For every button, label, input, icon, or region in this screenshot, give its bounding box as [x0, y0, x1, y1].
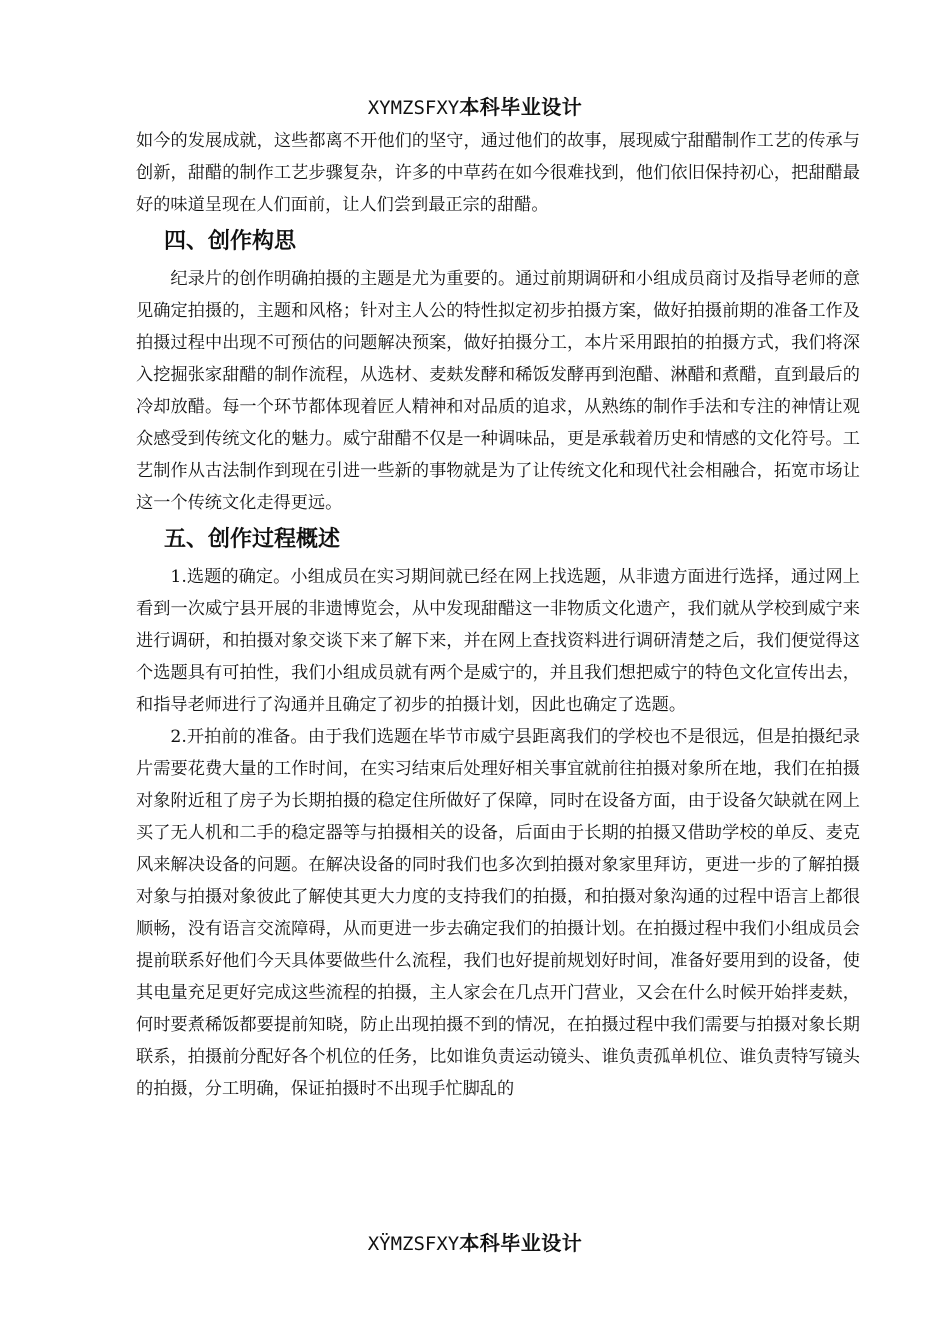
document-body [136, 125, 860, 1105]
page-footer [0, 1229, 950, 1258]
section-4-heading: 四、创作构思 [164, 229, 297, 254]
page-header [0, 93, 950, 122]
header-code: XYMZSFXY [367, 97, 460, 119]
footer-title: 本科毕业设计 [459, 1231, 583, 1255]
section-4-paragraph: 纪录片的创作明确拍摄的主题是尤为重要的。通过前期调研和小组成员商讨及指导老师的意见确定拍摄的，主题和风格；针对主人公的特性拟定初步拍摄方案，做好拍摄前期的准备工作及拍摄过程中出现不可预估的问题解决预案，做好拍摄分工，本片采用跟拍的拍摄方式，我们将深入挖掘张家甜醋的制作流程，从选材、麦麸发酵和稀饭发酵再到泡醋、淋醋和煮醋，直到最后的冷却放醋。每一个环节都体现着匠人精神和对品质的追求，从熟练的制作手法和专注的神情让观众感受到传统文化的魅力。威宁甜醋不仅是一种调味品，更是承载着历史和情感的文化符号。工艺制作从古法制作到现在引进一些新的事物就是为了让传统文化和现代社会相融合，拓宽市场让这一个传统文化走得更远。 [136, 269, 860, 513]
section-5-heading: 五、创作过程概述 [164, 527, 341, 552]
section-5-paragraph-preparation: 2.开拍前的准备。由于我们选题在毕节市威宁县距离我们的学校也不是很远，但是拍摄纪录片需要花费大量的工作时间，在实习结束后处理好相关事宜就前往拍摄对象所在地，我们在拍摄对象附近租了房子为长期拍摄的稳定住所做好了保障，同时在设备方面，由于设备欠缺就在网上买了无人机和二手的稳定器等与拍摄相关的设备，后面由于长期的拍摄又借助学校的单反、麦克风来解决设备的问题。在解决设备的同时我们也多次到拍摄对象家里拜访，更进一步的了解拍摄对象与拍摄对象彼此了解使其更大力度的支持我们的拍摄，和拍摄对象沟通的过程中语言上都很顺畅，没有语言交流障碍，从而更进一步去确定我们的拍摄计划。在拍摄过程中我们小组成员会提前联系好他们今天具体要做些什么流程，我们也好提前规划好时间，准备好要用到的设备，使其电量充足更好完成这些流程的拍摄，主人家会在几点开门营业，又会在什么时候开始拌麦麸，何时要煮稀饭都要提前知晓，防止出现拍摄不到的情况，在拍摄过程中我们需要与拍摄对象长期联系，拍摄前分配好各个机位的任务，比如谁负责运动镜头、谁负责孤单机位、谁负责特写镜头的拍摄，分工明确，保证拍摄时不出现手忙脚乱的 [136, 727, 860, 1099]
header-title: 本科毕业设计 [459, 95, 583, 119]
continuation-paragraph: 如今的发展成就，这些都离不开他们的坚守，通过他们的故事，展现威宁甜醋制作工艺的传承与创新，甜醋的制作工艺步骤复杂，许多的中草药在如今很难找到，他们依旧保持初心，把甜醋最好的味道呈现在人们面前，让人们尝到最正宗的甜醋。 [136, 131, 860, 215]
footer-code: XŸMZSFXY [367, 1233, 460, 1255]
section-5-paragraph-topic: 1.选题的确定。小组成员在实习期间就已经在网上找选题，从非遗方面进行选择，通过网上看到一次威宁县开展的非遗博览会，从中发现甜醋这一非物质文化遗产，我们就从学校到威宁来进行调研，和拍摄对象交谈下来了解下来，并在网上查找资料进行调研清楚之后，我们便觉得这个选题具有可拍性，我们小组成员就有两个是威宁的，并且我们想把威宁的特色文化宣传出去，和指导老师进行了沟通并且确定了初步的拍摄计划，因此也确定了选题。 [136, 567, 860, 715]
